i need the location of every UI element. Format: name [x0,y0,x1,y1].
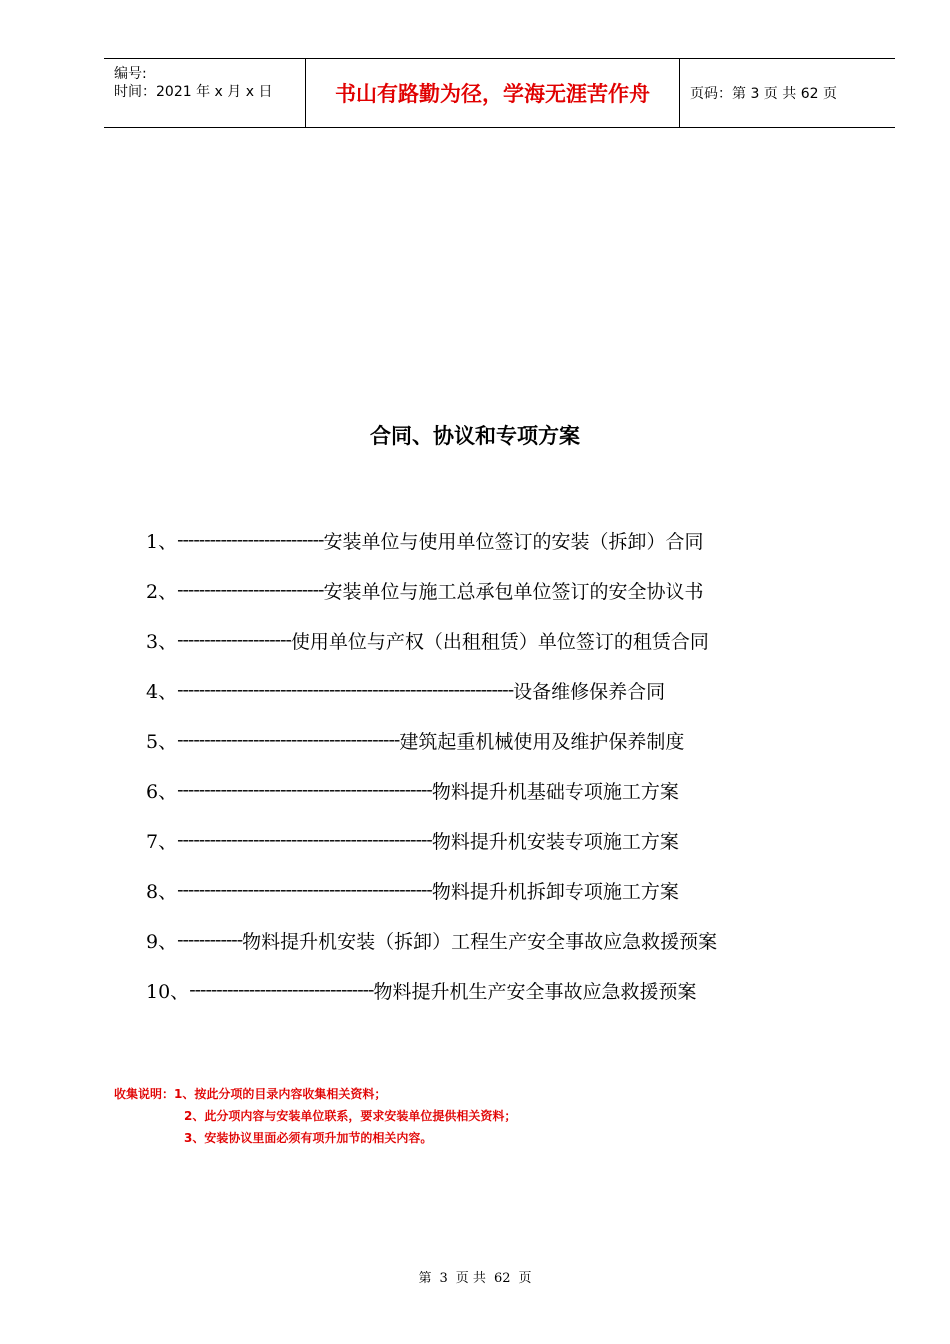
note-line-2: 2、此分项内容与安装单位联系，要求安装单位提供相关资料； [184,1109,517,1123]
toc-item-text: 物料提升机安装（拆卸）工程生产安全事故应急救援预案 [242,930,718,953]
toc-item-text: 物料提升机基础专项施工方案 [431,780,679,803]
toc-item [146,665,846,715]
toc-item [146,815,846,865]
toc-item [146,615,846,665]
toc-item-leader: ---------------------------------- [189,979,374,1001]
page-header [104,58,895,128]
toc-item-number: 2、 [146,580,178,603]
toc-item-leader: --------------------------- [177,529,324,551]
toc-item-leader: ----------------------------------------------- [177,879,432,901]
toc-item-text: 安装单位与使用单位签订的安装（拆卸）合同 [323,530,704,553]
toc-item-text: 物料提升机安装专项施工方案 [431,830,679,853]
toc-item-number: 5、 [146,730,178,753]
note-line-3: 3、安装协议里面必须有项升加节的相关内容。 [184,1131,433,1145]
footer-page-number: 3 [439,1271,448,1286]
footer-page-suffix: 页 [518,1271,532,1286]
header-meta-cell [104,59,306,127]
toc-item [146,715,846,765]
toc-item [146,565,846,615]
toc-item [146,965,846,1015]
footer-total-pages: 62 [493,1271,511,1286]
toc-item-number: 4、 [146,680,178,703]
toc-item-text: 物料提升机拆卸专项施工方案 [431,880,679,903]
toc-item-leader: --------------------- [177,629,291,651]
page-footer [0,1267,950,1286]
header-motto: 书山有路勤为径，学海无涯苦作舟 [306,59,680,127]
toc-item-number: 10、 [146,980,190,1003]
toc-item-text: 建筑起重机械使用及维护保养制度 [399,730,685,753]
note-line-1: 收集说明：1、按此分项的目录内容收集相关资料； [114,1087,387,1101]
toc-item [146,515,846,565]
toc-item-leader: ----------------------------------------- [177,729,400,751]
toc-item-number: 6、 [146,780,178,803]
footer-page-prefix: 第 [418,1271,432,1286]
toc-item [146,765,846,815]
toc-item-text: 设备维修保养合同 [513,680,666,703]
document-title: 合同、协议和专项方案 [370,424,580,448]
collection-notes [114,1083,516,1149]
toc-item-text: 使用单位与产权（出租租赁）单位签订的租赁合同 [290,630,709,653]
toc-item-leader: ----------------------------------------------- [177,829,432,851]
toc-item [146,915,846,965]
table-of-contents [146,515,846,1015]
header-page-info: 页码：第 3 页 共 62 页 [690,86,837,102]
footer-page-mid: 页 共 [455,1271,486,1286]
toc-item-number: 3、 [146,630,178,653]
toc-item-number: 1、 [146,530,178,553]
toc-item-text: 物料提升机生产安全事故应急救援预案 [373,980,697,1003]
toc-item-text: 安装单位与施工总承包单位签订的安全协议书 [323,580,704,603]
serial-label: 编号: [114,66,147,82]
toc-item-leader: -------------------------------------------------------------- [177,679,514,701]
toc-item-leader: --------------------------- [177,579,324,601]
time-label: 时间：2021 年 x 月 x 日 [114,84,273,100]
toc-item-leader: ------------ [177,929,243,951]
toc-item-number: 8、 [146,880,178,903]
toc-item-number: 9、 [146,930,178,953]
toc-item-leader: ----------------------------------------------- [177,779,432,801]
toc-item-number: 7、 [146,830,178,853]
toc-item [146,865,846,915]
